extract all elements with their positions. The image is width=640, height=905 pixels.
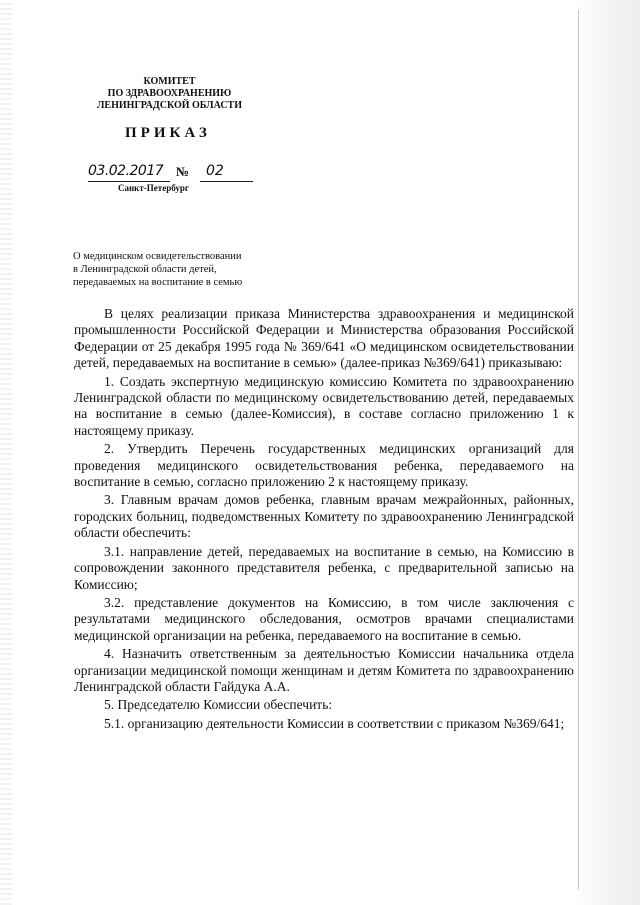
- paragraph-5: 5. Председателю Комиссии обеспечить:: [104, 697, 333, 713]
- paragraph-4: 4. Назначить ответственным за деятельностью Комиссии начальника отдела организации медицинской помощи женщинам и детям Комитета по здравоохранению Ленинградской области Гайдука А.А.: [74, 646, 574, 694]
- scan-fold-line: [578, 10, 579, 890]
- paragraph-3-1: 3.1. направление детей, передаваемых на воспитание в семью, на Комиссию в сопровождении законного представителя ребенка, с предварительной записью на Комиссию;: [74, 543, 574, 592]
- city-label: Санкт-Петербург: [118, 183, 189, 193]
- document-type-title: ПРИКАЗ: [125, 125, 211, 141]
- org-line-1: КОМИТЕТ: [143, 76, 196, 87]
- paragraph-2: 2. Утвердить Перечень государственных медицинских организаций для проведения медицинского освидетельствования ребенка, передаваемого на воспитание в семью, согласно приложению 2 к настоящему приказу.: [74, 441, 574, 490]
- subject-line-1: О медицинском освидетельствовании: [73, 251, 242, 262]
- subject-line-2: в Ленинградской области детей,: [73, 264, 217, 275]
- scan-left-edge: [0, 0, 12, 905]
- paragraph-5-1: 5.1. организацию деятельности Комиссии в соответствии с приказом №369/641;: [104, 715, 565, 731]
- paragraph-1: 1. Создать экспертную медицинскую комиссию Комитета по здравоохранению Ленинградской области по медицинскому освидетельствованию детей, передаваемых на воспитание в семью (далее-Комиссия), в составе согласно приложению 1 к настоящему приказу.: [74, 373, 574, 438]
- number-sign: №: [176, 164, 190, 179]
- org-line-2: ПО ЗДРАВООХРАНЕНИЮ: [107, 88, 232, 99]
- paragraph-3-2: 3.2. представление документов на Комиссию, в том числе заключения с результатами медицинского обследования, осмотров врачами специалистами медицинской организации на ребенка, передаваемого на воспитание в семью.: [74, 594, 574, 643]
- order-subject: [73, 250, 242, 289]
- order-body: [74, 306, 574, 734]
- date-number-line: [88, 163, 253, 183]
- number-underline: [200, 181, 253, 182]
- handwritten-number: 02: [206, 163, 224, 179]
- paragraph-preamble: В целях реализации приказа Министерства здравоохранения и медицинской промышленности Российской Федерации и Министерства образования Российской Федерации от 25 декабря 1995 года № 369/641 «О медицинском освидетельствовании детей, передаваемых на воспитание в семью» (далее-приказ №369/641) приказываю:: [74, 306, 574, 371]
- paragraph-3: 3. Главным врачам домов ребенка, главным врачам межрайонных, районных, городских больниц, подведомственных Комитету по здравоохранению Ленинградской области обеспечить:: [74, 492, 574, 541]
- organization-header: [82, 76, 257, 112]
- handwritten-date: 03.02.2017: [88, 163, 164, 179]
- date-underline: [88, 181, 170, 182]
- subject-line-3: передаваемых на воспитание в семью: [73, 277, 243, 288]
- scan-right-edge: [570, 0, 640, 905]
- org-line-3: ЛЕНИНГРАДСКОЙ ОБЛАСТИ: [96, 100, 242, 111]
